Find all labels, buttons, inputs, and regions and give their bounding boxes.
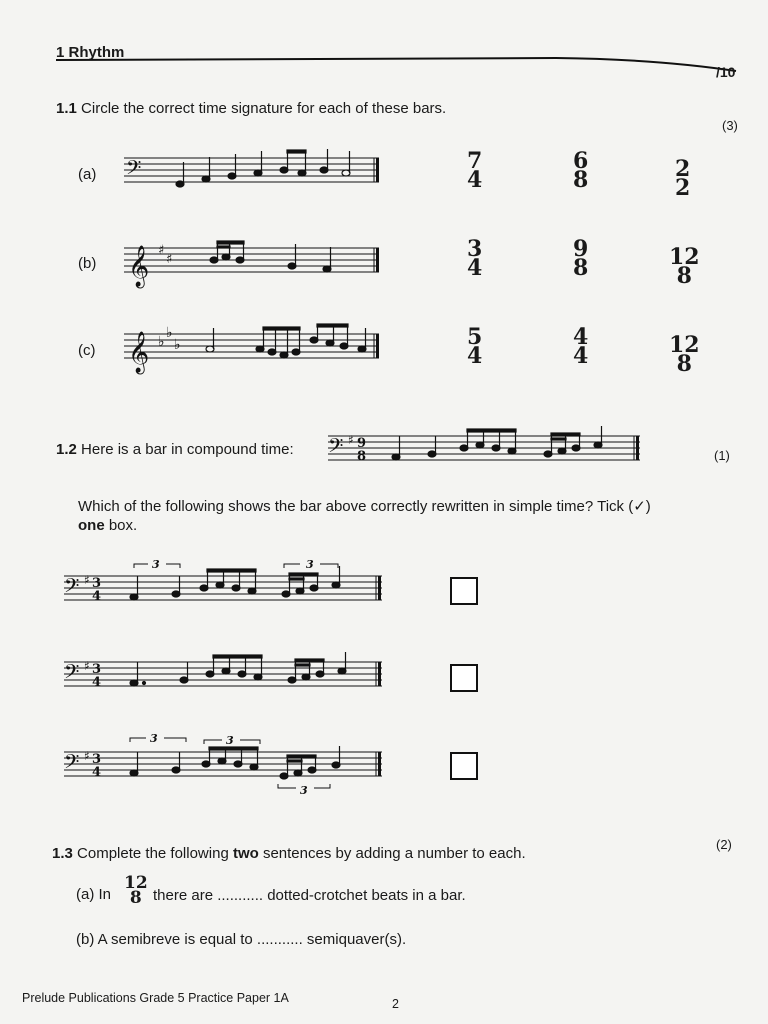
option3-staff	[64, 730, 386, 802]
svg-text:3: 3	[306, 558, 314, 571]
staff-compound	[328, 424, 644, 472]
q12-question-end: box.	[104, 517, 138, 534]
section-marks: /10	[716, 64, 736, 80]
staff-b	[124, 234, 386, 290]
q11-c-opt1[interactable]: 5 4	[467, 324, 483, 369]
option3-checkbox[interactable]	[450, 752, 478, 780]
q13-number: 1.3	[52, 845, 73, 862]
q11-prompt	[56, 100, 446, 117]
q11-c-opt3[interactable]: 12 8	[669, 332, 700, 377]
q13-text-bold: two	[232, 845, 259, 862]
svg-text:3: 3	[92, 662, 102, 677]
svg-text:3: 3	[300, 784, 308, 797]
svg-text:♭: ♭	[158, 334, 165, 350]
q12-question-bold: one	[78, 517, 105, 534]
svg-text:𝄞: 𝄞	[128, 332, 150, 373]
svg-text:4: 4	[92, 765, 102, 780]
q11-text: Circle the correct time signature for each of these bars.	[81, 100, 447, 117]
q12-text: Here is a bar in compound time:	[81, 441, 294, 458]
q11-row-c-label: (c)	[78, 342, 96, 359]
q13-a-time-sig: 12 8	[124, 873, 148, 908]
q11-a-opt2[interactable]: 6 8	[573, 148, 589, 193]
staff-c	[124, 320, 386, 376]
footer-publisher: Prelude Publications Grade 5 Practice Paper 1A	[22, 991, 289, 1005]
svg-text:♯: ♯	[166, 252, 173, 267]
option2-checkbox[interactable]	[450, 664, 478, 692]
svg-text:♯: ♯	[158, 243, 165, 258]
svg-text:4: 4	[92, 675, 102, 690]
q11-row-b-label: (b)	[78, 255, 97, 272]
q13-text-a: Complete the following	[77, 845, 233, 862]
q11-b-opt1[interactable]: 3 4	[467, 236, 483, 281]
svg-text:♯: ♯	[348, 433, 354, 447]
q13-prompt	[52, 845, 526, 862]
svg-text:9: 9	[357, 436, 367, 451]
staff-a	[124, 148, 386, 196]
q11-marks: (3)	[722, 118, 738, 133]
svg-text:𝄢: 𝄢	[64, 574, 80, 602]
option1-staff	[64, 558, 386, 614]
q11-a-opt3[interactable]: 2 2	[675, 156, 691, 201]
q11-b-opt2[interactable]: 9 8	[573, 236, 589, 281]
svg-text:𝄢: 𝄢	[64, 750, 80, 778]
section-rule	[56, 55, 746, 75]
q13-a-prefix: (a) In	[76, 886, 112, 903]
svg-text:♯: ♯	[84, 573, 90, 587]
svg-text:𝄢: 𝄢	[328, 434, 344, 462]
page-number: 2	[392, 997, 399, 1011]
svg-text:𝄢: 𝄢	[126, 156, 142, 184]
q11-c-opt2[interactable]: 4 4	[573, 324, 589, 369]
q11-number: 1.1	[56, 100, 77, 117]
q12-marks: (1)	[714, 448, 730, 463]
q13-text-b: sentences by adding a number to each.	[258, 845, 526, 862]
q11-a-opt1[interactable]: 7 4	[467, 148, 483, 193]
q11-row-a-label: (a)	[78, 166, 97, 183]
svg-text:8: 8	[357, 449, 367, 464]
q12-question-line2	[78, 517, 137, 534]
option2-staff	[64, 648, 386, 704]
q13-marks: (2)	[716, 837, 732, 852]
svg-text:3: 3	[150, 732, 158, 745]
option1-checkbox[interactable]	[450, 577, 478, 605]
svg-text:𝄢: 𝄢	[64, 660, 80, 688]
svg-text:3: 3	[152, 558, 160, 571]
q13-b-text: (b) A semibreve is equal to ........... semiquaver(s).	[76, 931, 407, 948]
svg-text:3: 3	[92, 752, 102, 767]
q11-b-opt3[interactable]: 12 8	[669, 244, 700, 289]
svg-text:♭: ♭	[174, 337, 181, 353]
q12-question-line1: Which of the following shows the bar above correctly rewritten in simple time? Tick (✓)	[78, 498, 651, 515]
svg-text:𝄞: 𝄞	[128, 246, 150, 287]
svg-text:4: 4	[92, 589, 102, 604]
svg-text:♯: ♯	[84, 659, 90, 673]
svg-text:♭: ♭	[166, 325, 173, 341]
q12-number: 1.2	[56, 441, 77, 458]
q12-prompt	[56, 441, 294, 458]
svg-text:♯: ♯	[84, 749, 90, 763]
svg-text:3: 3	[92, 576, 102, 591]
q13-a-text: there are ........... dotted-crotchet beats in a bar.	[153, 887, 466, 904]
svg-text:3: 3	[226, 734, 234, 747]
section-title: 1 Rhythm	[56, 44, 125, 61]
